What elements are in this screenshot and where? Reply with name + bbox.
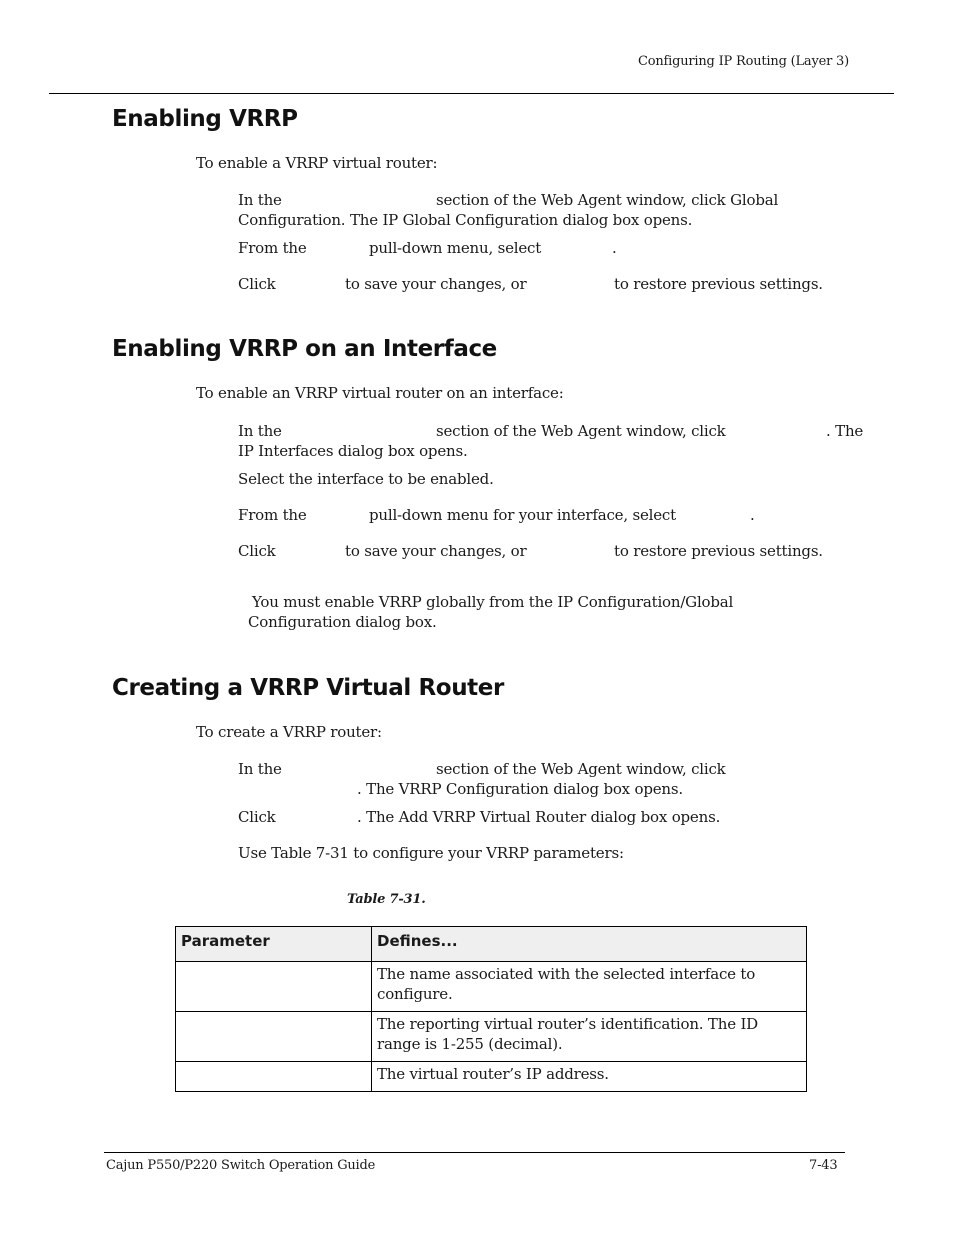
- step-text: to restore previous settings.: [614, 275, 823, 293]
- step-text: pull-down menu for your interface, select: [369, 506, 676, 524]
- intro-text: To create a VRRP router:: [196, 723, 382, 741]
- column-header: Defines...: [372, 927, 807, 962]
- step-text: In the: [238, 422, 282, 440]
- param-cell: [176, 1062, 372, 1092]
- step-text: .: [612, 239, 617, 257]
- step-text: . The Add VRRP Virtual Router dialog box opens.: [357, 808, 721, 826]
- table-header-row: [176, 927, 807, 962]
- table-row: [176, 1012, 807, 1062]
- section-title: Creating a VRRP Virtual Router: [112, 675, 504, 701]
- intro-text: To enable an VRRP virtual router on an interface:: [196, 384, 564, 402]
- step-text: . The: [826, 422, 864, 440]
- step-text: From the: [238, 506, 307, 524]
- table-caption: Table 7-31.: [347, 892, 426, 907]
- step-text: section of the Web Agent window, click: [436, 422, 726, 440]
- step-text: Click: [238, 275, 276, 293]
- footer-rule: [104, 1152, 845, 1153]
- note-text: You must enable VRRP globally from the IP Configuration/Global: [252, 593, 734, 611]
- step-text: In the: [238, 191, 282, 209]
- table-row: [176, 1062, 807, 1092]
- note-text: Configuration dialog box.: [248, 613, 437, 631]
- step-text: to save your changes, or: [345, 542, 527, 560]
- definition-line: The virtual router’s IP address.: [377, 1065, 609, 1083]
- section-title: Enabling VRRP: [112, 106, 298, 132]
- footer-title: Cajun P550/P220 Switch Operation Guide: [106, 1158, 376, 1173]
- param-cell: [176, 1012, 372, 1062]
- step-text: section of the Web Agent window, click: [436, 760, 726, 778]
- step-text: Configuration. The IP Global Configuration dialog box opens.: [238, 211, 693, 229]
- step-text: to save your changes, or: [345, 275, 527, 293]
- param-cell: [176, 962, 372, 1012]
- step-text: Select the interface to be enabled.: [238, 470, 494, 488]
- definition-line: range is 1-255 (decimal).: [377, 1035, 563, 1053]
- definition-line: configure.: [377, 985, 453, 1003]
- parameters-table: [175, 926, 807, 1092]
- page-number: 7-43: [809, 1158, 838, 1173]
- intro-text: To enable a VRRP virtual router:: [196, 154, 438, 172]
- definition-cell: [372, 1062, 807, 1092]
- step-text: to restore previous settings.: [614, 542, 823, 560]
- step-text: Use Table 7-31 to configure your VRRP parameters:: [238, 844, 624, 862]
- definition-line: The name associated with the selected interface to: [377, 965, 756, 983]
- running-header: Configuring IP Routing (Layer 3): [638, 54, 850, 69]
- definition-cell: [372, 1012, 807, 1062]
- step-text: IP Interfaces dialog box opens.: [238, 442, 468, 460]
- definition-line: The reporting virtual router’s identification. The ID: [377, 1015, 758, 1033]
- step-text: Click: [238, 542, 276, 560]
- header-rule: [49, 93, 894, 94]
- table-row: [176, 962, 807, 1012]
- step-text: .: [750, 506, 755, 524]
- step-text: In the: [238, 760, 282, 778]
- section-title: Enabling VRRP on an Interface: [112, 336, 497, 362]
- step-text: section of the Web Agent window, click Global: [436, 191, 779, 209]
- definition-cell: [372, 962, 807, 1012]
- step-text: Click: [238, 808, 276, 826]
- step-text: . The VRRP Configuration dialog box opens.: [357, 780, 683, 798]
- step-text: pull-down menu, select: [369, 239, 542, 257]
- column-header: Parameter: [176, 927, 372, 962]
- step-text: From the: [238, 239, 307, 257]
